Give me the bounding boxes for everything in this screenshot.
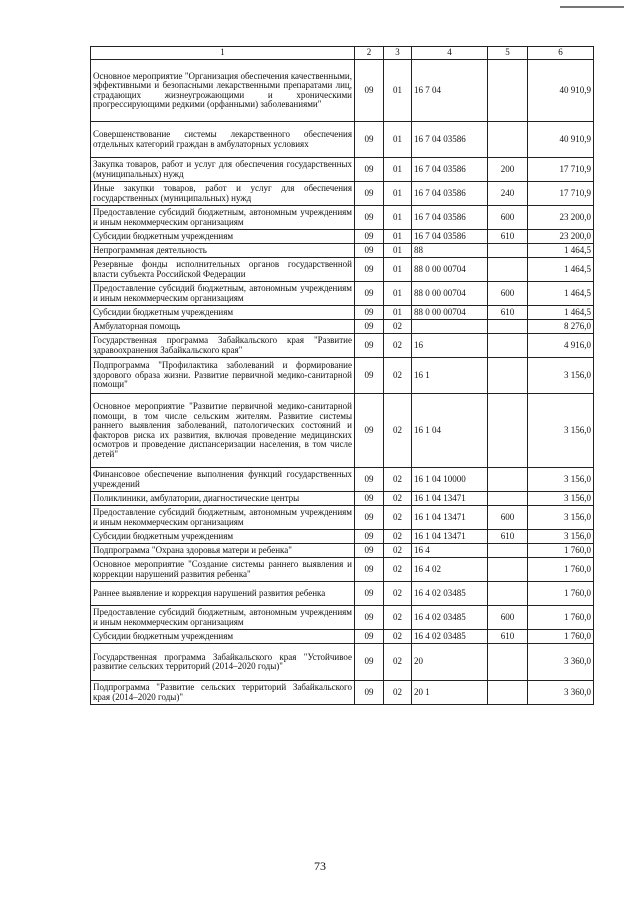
- row-amount: 1 464,5: [528, 306, 594, 320]
- header-cell: 4: [412, 47, 488, 60]
- row-name: Раннее выявление и коррекция нарушений развития ребенка: [91, 582, 355, 606]
- row-section: 09: [355, 544, 384, 558]
- row-subsection: 02: [384, 358, 412, 394]
- row-target-article: 16 7 04: [412, 60, 488, 122]
- row-amount: 8 276,0: [528, 320, 594, 334]
- row-name: Государственная программа Забайкальского края "Устойчивое развитие сельских территорий (2014–2020 годы)": [91, 644, 355, 681]
- row-target-article: 16 4 02 03485: [412, 606, 488, 630]
- row-amount: 1 760,0: [528, 606, 594, 630]
- row-expense-type: [488, 394, 528, 468]
- header-cell: 6: [528, 47, 594, 60]
- header-row: [91, 47, 594, 60]
- row-subsection: 02: [384, 644, 412, 681]
- row-expense-type: [488, 60, 528, 122]
- row-subsection: 01: [384, 244, 412, 258]
- row-name: Финансовое обеспечение выполнения функций государственных учреждений: [91, 468, 355, 492]
- table-row: [91, 244, 594, 258]
- row-section: 09: [355, 230, 384, 244]
- row-section: 09: [355, 358, 384, 394]
- table-row: [91, 334, 594, 358]
- row-amount: 23 200,0: [528, 206, 594, 230]
- row-name: Иные закупки товаров, работ и услуг для обеспечения государственных (муниципальных) нужд: [91, 182, 355, 206]
- row-section: 09: [355, 630, 384, 644]
- table-row: [91, 258, 594, 282]
- table-row: [91, 530, 594, 544]
- row-subsection: 01: [384, 122, 412, 158]
- row-target-article: 16 7 04 03586: [412, 206, 488, 230]
- table-row: [91, 230, 594, 244]
- row-amount: 1 464,5: [528, 282, 594, 306]
- row-name: Основное мероприятие "Развитие первичной медико-санитарной помощи, в том числе сельским жителям. Развитие системы раннего выявления заболеваний, патологических состояний и факторов риска их развития, включая проведение медицинских осмотров и проведение диспансеризации населения, в том числе детей": [91, 394, 355, 468]
- row-subsection: 02: [384, 394, 412, 468]
- row-target-article: 16 1 04 10000: [412, 468, 488, 492]
- table-row: [91, 122, 594, 158]
- row-expense-type: 610: [488, 230, 528, 244]
- row-subsection: 02: [384, 681, 412, 705]
- row-name: Совершенствование системы лекарственного обеспечения отдельных категорий граждан в амбулаторных условиях: [91, 122, 355, 158]
- row-target-article: 88: [412, 244, 488, 258]
- header-cell: 2: [355, 47, 384, 60]
- row-target-article: 16 7 04 03586: [412, 230, 488, 244]
- row-amount: 40 910,9: [528, 122, 594, 158]
- row-name: Основное мероприятие "Организация обеспечения качественными, эффективными и безопасными лекарственными препаратами лиц, страдающих жизнеугрожающими и хроническими прогрессирующими редкими (орфанными) заболеваниями": [91, 60, 355, 122]
- row-section: 09: [355, 394, 384, 468]
- row-target-article: 16 4: [412, 544, 488, 558]
- table-row: [91, 492, 594, 506]
- row-amount: 1 464,5: [528, 258, 594, 282]
- row-target-article: 88 0 00 00704: [412, 258, 488, 282]
- row-expense-type: [488, 582, 528, 606]
- row-section: 09: [355, 206, 384, 230]
- row-name: Государственная программа Забайкальского края "Развитие здравоохранения Забайкальского края": [91, 334, 355, 358]
- row-section: 09: [355, 530, 384, 544]
- row-subsection: 02: [384, 468, 412, 492]
- row-name: Непрограммная деятельность: [91, 244, 355, 258]
- row-target-article: 16 7 04 03586: [412, 182, 488, 206]
- table-row: [91, 630, 594, 644]
- row-section: 09: [355, 282, 384, 306]
- row-target-article: 16: [412, 334, 488, 358]
- row-amount: 3 156,0: [528, 530, 594, 544]
- row-subsection: 01: [384, 60, 412, 122]
- row-amount: 1 760,0: [528, 544, 594, 558]
- row-subsection: 02: [384, 582, 412, 606]
- row-subsection: 02: [384, 558, 412, 582]
- row-subsection: 02: [384, 334, 412, 358]
- row-target-article: 16 4 02 03485: [412, 630, 488, 644]
- row-amount: 3 156,0: [528, 468, 594, 492]
- row-target-article: 16 1 04 13471: [412, 506, 488, 530]
- budget-table: [90, 46, 594, 705]
- page-number: 73: [314, 859, 326, 873]
- table-row: [91, 306, 594, 320]
- row-expense-type: 600: [488, 282, 528, 306]
- row-subsection: 01: [384, 258, 412, 282]
- row-target-article: 16 1 04: [412, 394, 488, 468]
- row-target-article: 16 1: [412, 358, 488, 394]
- row-subsection: 02: [384, 630, 412, 644]
- row-section: 09: [355, 320, 384, 334]
- row-subsection: 01: [384, 230, 412, 244]
- table-row: [91, 582, 594, 606]
- row-expense-type: [488, 320, 528, 334]
- row-amount: 1 760,0: [528, 558, 594, 582]
- table-row: [91, 558, 594, 582]
- row-name: Субсидии бюджетным учреждениям: [91, 306, 355, 320]
- row-expense-type: 600: [488, 206, 528, 230]
- row-amount: 40 910,9: [528, 60, 594, 122]
- row-target-article: 16 1 04 13471: [412, 492, 488, 506]
- row-expense-type: [488, 122, 528, 158]
- row-target-article: 20: [412, 644, 488, 681]
- row-expense-type: [488, 468, 528, 492]
- row-section: 09: [355, 582, 384, 606]
- header-cell: 3: [384, 47, 412, 60]
- row-name: Подпрограмма "Охрана здоровья матери и ребенка": [91, 544, 355, 558]
- table-row: [91, 206, 594, 230]
- row-amount: 3 156,0: [528, 506, 594, 530]
- row-subsection: 02: [384, 606, 412, 630]
- row-expense-type: [488, 334, 528, 358]
- row-name: Субсидии бюджетным учреждениям: [91, 630, 355, 644]
- row-name: Предоставление субсидий бюджетным, автономным учреждениям и иным некоммерческим организациям: [91, 606, 355, 630]
- table-row: [91, 358, 594, 394]
- row-target-article: 16 7 04 03586: [412, 122, 488, 158]
- row-expense-type: [488, 558, 528, 582]
- table-row: [91, 394, 594, 468]
- row-target-article: 16 7 04 03586: [412, 158, 488, 182]
- row-section: 09: [355, 306, 384, 320]
- row-subsection: 02: [384, 320, 412, 334]
- row-section: 09: [355, 468, 384, 492]
- row-name: Предоставление субсидий бюджетным, автономным учреждениям и иным некоммерческим организациям: [91, 206, 355, 230]
- row-name: Закупка товаров, работ и услуг для обеспечения государственных (муниципальных) нужд: [91, 158, 355, 182]
- row-amount: 17 710,9: [528, 182, 594, 206]
- row-target-article: 16 4 02 03485: [412, 582, 488, 606]
- row-expense-type: 600: [488, 606, 528, 630]
- row-subsection: 02: [384, 506, 412, 530]
- row-section: 09: [355, 60, 384, 122]
- row-section: 09: [355, 158, 384, 182]
- row-expense-type: 200: [488, 158, 528, 182]
- row-name: Предоставление субсидий бюджетным, автономным учреждениям и иным некоммерческим организациям: [91, 506, 355, 530]
- row-target-article: 16 1 04 13471: [412, 530, 488, 544]
- row-expense-type: 240: [488, 182, 528, 206]
- table-row: [91, 182, 594, 206]
- row-subsection: 01: [384, 158, 412, 182]
- row-section: 09: [355, 258, 384, 282]
- row-amount: 23 200,0: [528, 230, 594, 244]
- table-row: [91, 320, 594, 334]
- row-section: 09: [355, 558, 384, 582]
- row-section: 09: [355, 492, 384, 506]
- row-section: 09: [355, 644, 384, 681]
- row-section: 09: [355, 681, 384, 705]
- row-amount: 3 156,0: [528, 492, 594, 506]
- row-target-article: 16 4 02: [412, 558, 488, 582]
- row-expense-type: [488, 244, 528, 258]
- row-expense-type: 610: [488, 306, 528, 320]
- row-expense-type: 610: [488, 530, 528, 544]
- row-amount: 3 156,0: [528, 358, 594, 394]
- row-name: Поликлиники, амбулатории, диагностические центры: [91, 492, 355, 506]
- row-section: 09: [355, 334, 384, 358]
- table-row: [91, 606, 594, 630]
- table-row: [91, 681, 594, 705]
- row-subsection: 01: [384, 306, 412, 320]
- row-name: Подпрограмма "Развитие сельских территорий Забайкальского края (2014–2020 годы)": [91, 681, 355, 705]
- row-section: 09: [355, 606, 384, 630]
- row-expense-type: [488, 358, 528, 394]
- row-amount: 17 710,9: [528, 158, 594, 182]
- row-name: Субсидии бюджетным учреждениям: [91, 530, 355, 544]
- row-amount: 1 760,0: [528, 630, 594, 644]
- table-row: [91, 468, 594, 492]
- table-row: [91, 544, 594, 558]
- row-expense-type: [488, 644, 528, 681]
- row-subsection: 02: [384, 544, 412, 558]
- row-name: Предоставление субсидий бюджетным, автономным учреждениям и иным некоммерческим организациям: [91, 282, 355, 306]
- table-row: [91, 506, 594, 530]
- header-cell: 1: [91, 47, 355, 60]
- row-name: Подпрограмма "Профилактика заболеваний и формирование здорового образа жизни. Развитие первичной медико-санитарной помощи": [91, 358, 355, 394]
- row-name: Амбулаторная помощь: [91, 320, 355, 334]
- row-section: 09: [355, 244, 384, 258]
- row-target-article: 88 0 00 00704: [412, 306, 488, 320]
- row-amount: 1 464,5: [528, 244, 594, 258]
- table-row: [91, 282, 594, 306]
- row-expense-type: 610: [488, 630, 528, 644]
- row-subsection: 01: [384, 206, 412, 230]
- corner-rule: [560, 6, 624, 8]
- table-row: [91, 60, 594, 122]
- row-amount: 3 360,0: [528, 644, 594, 681]
- row-expense-type: [488, 492, 528, 506]
- row-expense-type: 600: [488, 506, 528, 530]
- row-target-article: 88 0 00 00704: [412, 282, 488, 306]
- row-subsection: 01: [384, 282, 412, 306]
- row-expense-type: [488, 681, 528, 705]
- header-cell: 5: [488, 47, 528, 60]
- row-amount: 3 360,0: [528, 681, 594, 705]
- table-body: [91, 60, 594, 705]
- row-name: Субсидии бюджетным учреждениям: [91, 230, 355, 244]
- row-name: Основное мероприятие "Создание системы раннего выявления и коррекции нарушений развития ребенка": [91, 558, 355, 582]
- row-target-article: [412, 320, 488, 334]
- row-subsection: 01: [384, 182, 412, 206]
- row-target-article: 20 1: [412, 681, 488, 705]
- row-expense-type: [488, 544, 528, 558]
- row-amount: 3 156,0: [528, 394, 594, 468]
- row-name: Резервные фонды исполнительных органов государственной власти субъекта Российской Федерации: [91, 258, 355, 282]
- row-amount: 1 760,0: [528, 582, 594, 606]
- row-amount: 4 916,0: [528, 334, 594, 358]
- row-section: 09: [355, 122, 384, 158]
- row-expense-type: [488, 258, 528, 282]
- row-subsection: 02: [384, 530, 412, 544]
- table-row: [91, 158, 594, 182]
- row-section: 09: [355, 182, 384, 206]
- table-row: [91, 644, 594, 681]
- row-subsection: 02: [384, 492, 412, 506]
- row-section: 09: [355, 506, 384, 530]
